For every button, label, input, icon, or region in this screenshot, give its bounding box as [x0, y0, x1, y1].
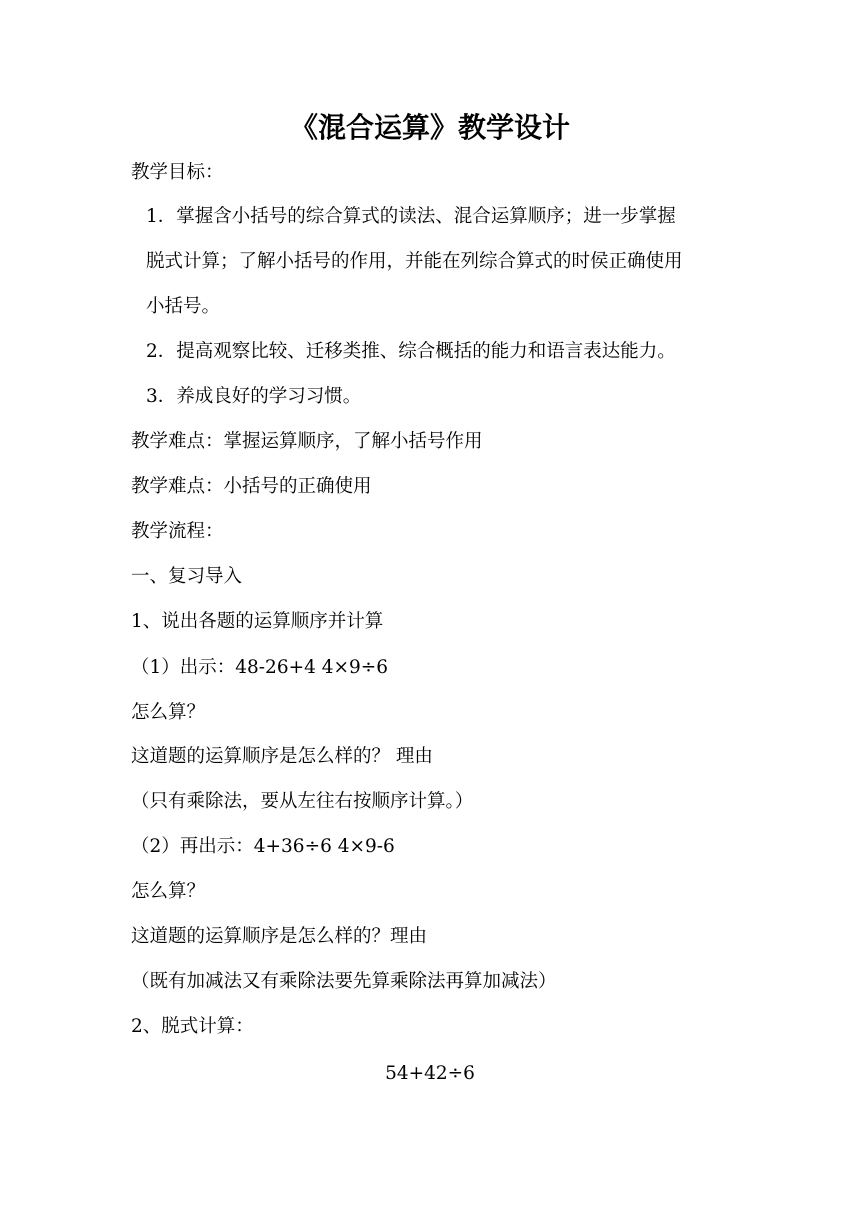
show-2: （2）再出示：4+36÷6 4×9-6	[131, 836, 395, 857]
expression: 54+42÷6	[385, 1063, 475, 1084]
goal-1-line-3: 小括号。	[146, 296, 221, 317]
how-1: 怎么算？	[131, 702, 206, 723]
goal-2: 2．提高观察比较、迁移类推、综合概括的能力和语言表达能力。	[146, 341, 676, 362]
item-1: 1、说出各题的运算顺序并计算	[131, 611, 384, 632]
show-1: （1）出示：48-26+4 4×9÷6	[131, 657, 389, 678]
reason-1: 这道题的运算顺序是怎么样的？ 理由	[131, 746, 433, 767]
item-2: 2、脱式计算：	[131, 1016, 254, 1037]
goals-heading: 教学目标：	[131, 162, 224, 183]
explain-1: （只有乘除法，要从左往右按顺序计算。）	[131, 791, 474, 812]
difficulty-2: 教学难点：小括号的正确使用	[131, 476, 372, 497]
explain-2: （既有加减法又有乘除法要先算乘除法再算加减法）	[131, 971, 557, 992]
reason-2: 这道题的运算顺序是怎么样的？理由	[131, 926, 428, 947]
document-title: 《混合运算》教学设计	[289, 111, 570, 144]
section-review: 一、复习导入	[131, 566, 243, 587]
goal-3: 3．养成良好的学习习惯。	[146, 386, 362, 407]
difficulty-1: 教学难点：掌握运算顺序，了解小括号作用	[131, 431, 483, 452]
goal-1-line-1: 1．掌握含小括号的综合算式的读法、混合运算顺序；进一步掌握	[146, 206, 676, 227]
process-heading: 教学流程：	[131, 521, 224, 542]
how-2: 怎么算？	[131, 881, 206, 902]
goal-1-line-2: 脱式计算；了解小括号的作用，并能在列综合算式的时侯正确使用	[146, 251, 683, 272]
